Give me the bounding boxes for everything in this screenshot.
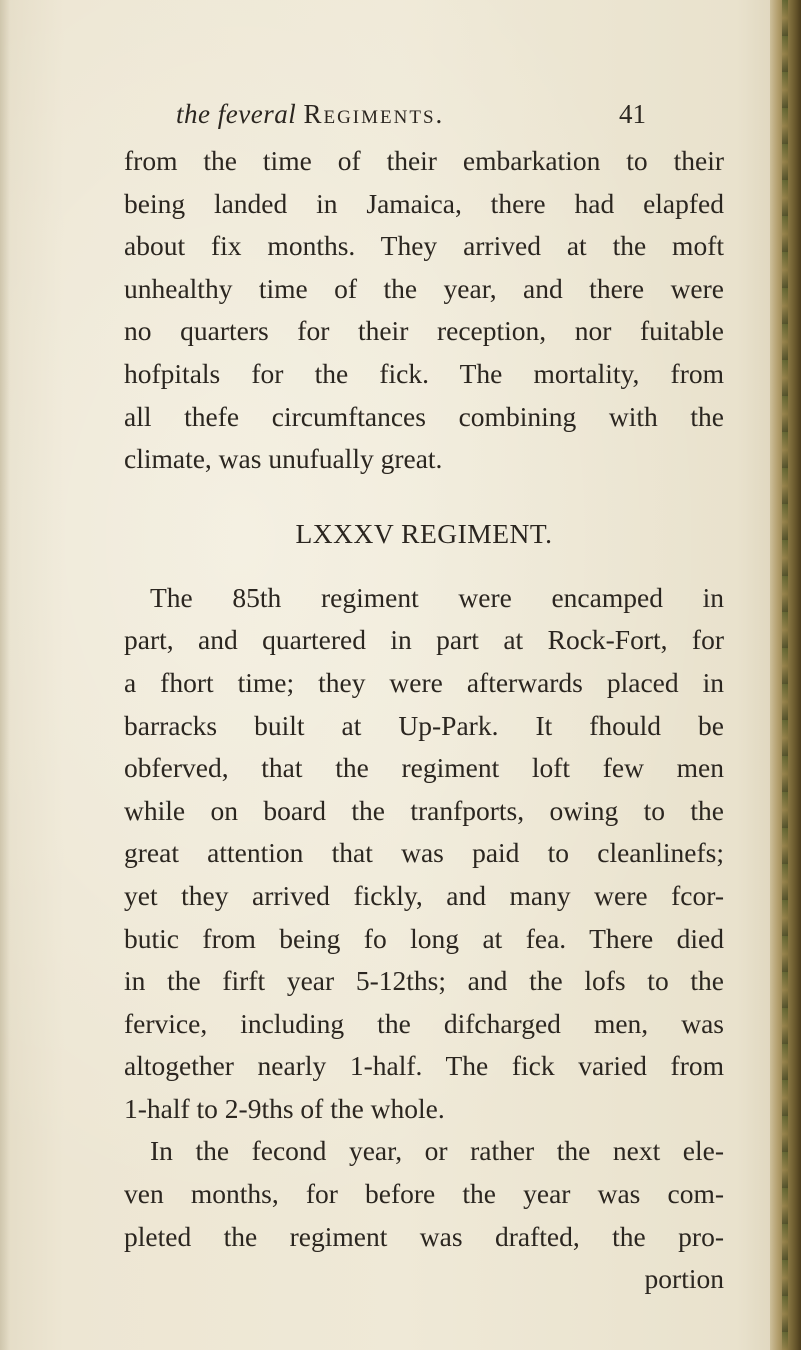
text-line: about fix months. They arrived at the moft xyxy=(124,230,724,262)
text-line: pleted the regiment was drafted, the pro- xyxy=(124,1220,724,1252)
paragraph-second-year xyxy=(124,1130,724,1258)
text-line: no quarters for their reception, nor fuitable xyxy=(124,315,724,347)
binding-texture xyxy=(782,0,788,1350)
text-line: being landed in Jamaica, there had elapfed xyxy=(124,187,724,219)
text-line: fervice, including the difcharged men, was xyxy=(124,1007,724,1039)
text-line: yet they arrived fickly, and many were fcor- xyxy=(124,879,724,911)
text-line: a fhort time; they were afterwards placed in xyxy=(124,666,724,698)
text-line: obferved, that the regiment loft few men xyxy=(124,752,724,784)
running-header xyxy=(176,94,646,134)
text-line: altogether nearly 1-half. The fick varied from xyxy=(124,1050,724,1082)
section-heading: LXXXV REGIMENT. xyxy=(295,517,553,549)
catchword: portion xyxy=(644,1263,724,1295)
running-title-caps: Regiments. xyxy=(303,99,445,129)
text-line: while on board the tranfports, owing to the xyxy=(124,794,724,826)
text-line: In the fecond year, or rather the next ele- xyxy=(150,1135,724,1167)
page-body xyxy=(124,140,724,1301)
paragraph-85th-regiment xyxy=(124,577,724,1131)
text-line: from the time of their embarkation to their xyxy=(124,145,724,176)
text-line: unhealthy time of the year, and there were xyxy=(124,272,724,304)
running-title xyxy=(176,94,444,134)
text-line: butic from being fo long at fea. There died xyxy=(124,922,724,954)
text-line: all thefe circumftances combining with the xyxy=(124,400,724,432)
text-line: in the firft year 5-12ths; and the lofs to the xyxy=(124,965,724,997)
text-line: part, and quartered in part at Rock-Fort, for xyxy=(124,624,724,656)
page-number: 41 xyxy=(619,99,646,129)
page-left-edge xyxy=(0,0,10,1350)
text-line: hofpitals for the fick. The mortality, from xyxy=(124,357,724,389)
text-line: barracks built at Up-Park. It fhould be xyxy=(124,709,724,741)
text-line: The 85th regiment were encamped in xyxy=(150,581,724,613)
running-title-italic: the feveral xyxy=(176,99,297,129)
text-line: ven months, for before the year was com- xyxy=(124,1178,724,1210)
text-line: 1-half to 2-9ths of the whole. xyxy=(124,1092,445,1124)
text-line: climate, was unufually great. xyxy=(124,443,443,475)
paragraph-continuation xyxy=(124,140,724,481)
text-line: great attention that was paid to cleanlinefs; xyxy=(124,837,724,869)
